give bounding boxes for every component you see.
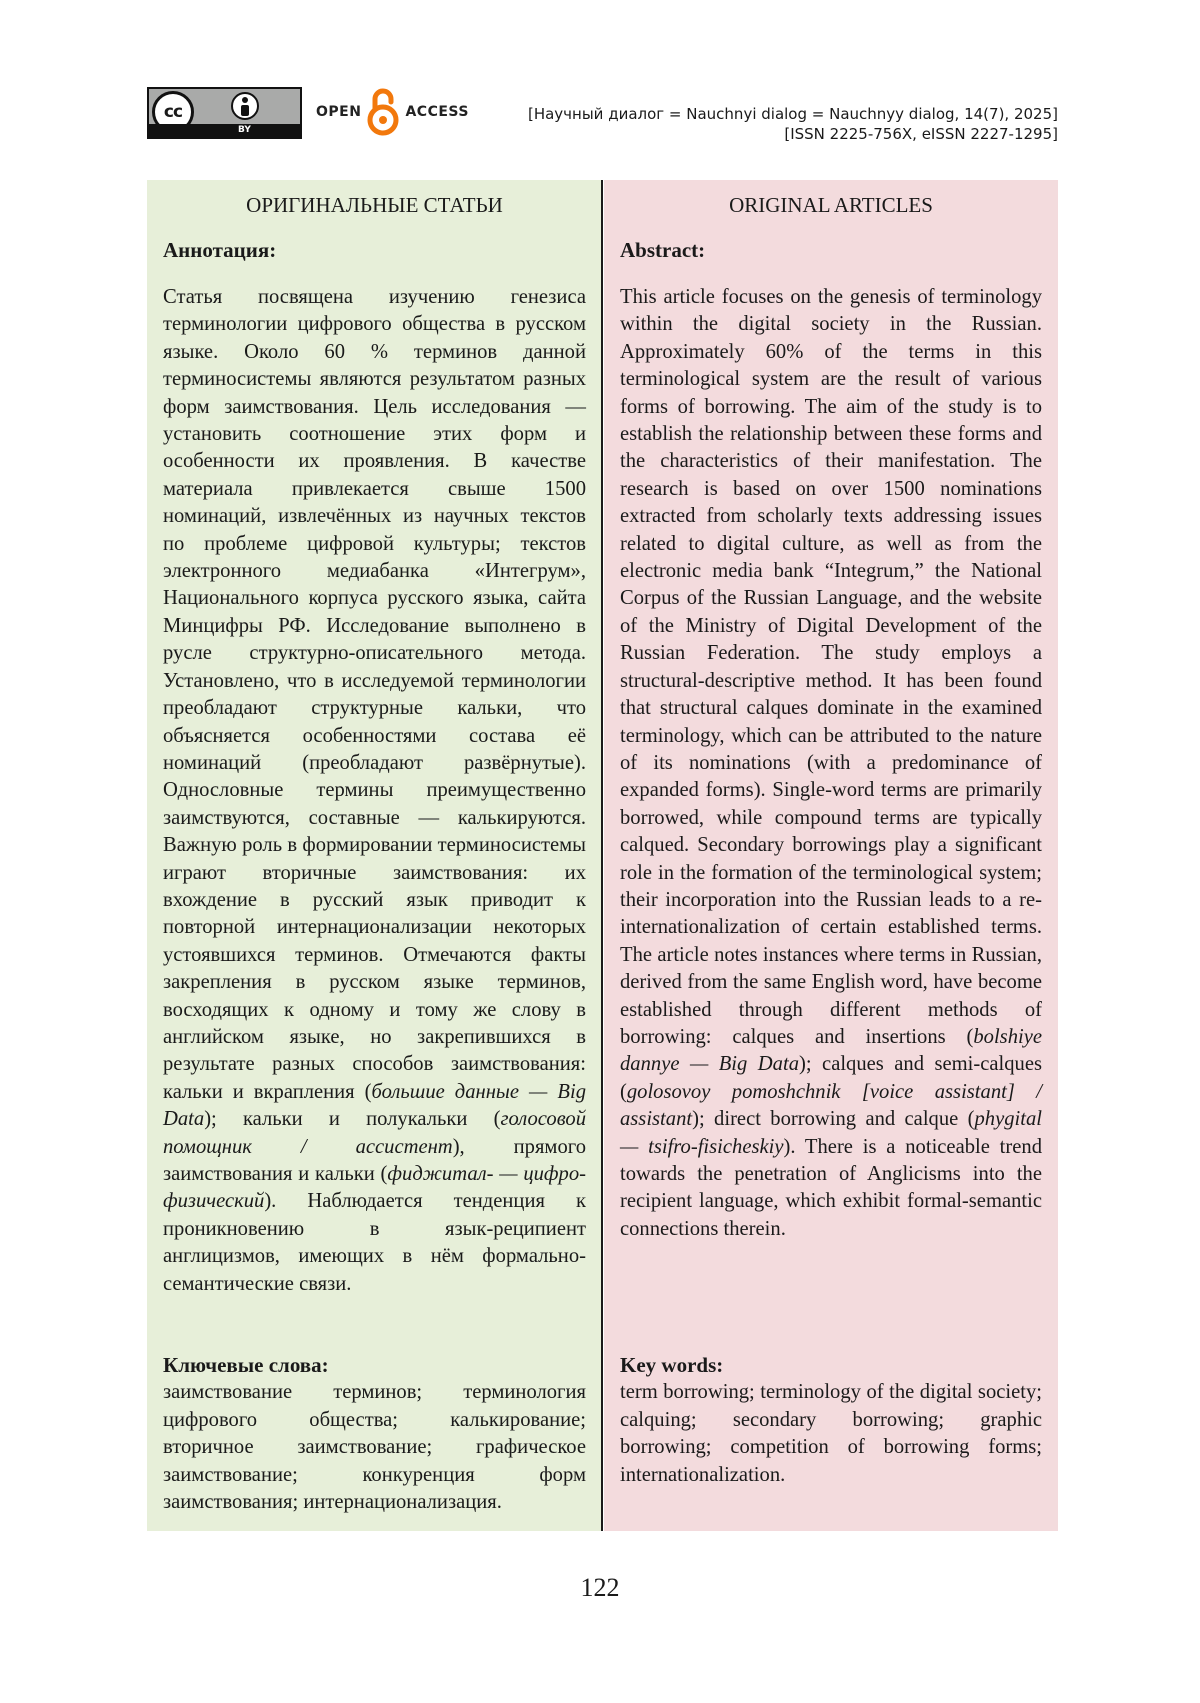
by-label: BY xyxy=(238,125,251,135)
russian-keywords-label: Ключевые слова: xyxy=(163,1353,329,1377)
russian-abstract-part1: Статья посвящена изучению генезиса терминологии цифрового общества в русском языке. Около 60 % терминов данной терминосистемы являются результатом разных форм заимствования. Цель исследования — установить соотношение этих форм и особенности их проявления. В качестве материала привлекается свыше 1500 номинаций, извлечённых из научных текстов по проблеме цифровой культуры; текстов электронного медиабанка «Интегрум», Национального корпуса русского языка, сайта Минцифры РФ. Исследование выполнено в русле структурно-описательного метода. Установлено, что в исследуемой терминологии преобладают структурные кальки, что объясняется особенностями состава её номинаций (преобладают развёрнутые). Однословные термины преимущественно заимствуются, составные — калькируются. Важную роль в формировании терминосистемы играют вторичные заимствования: их вхождение в русский язык приводит к повторной интернационализации некоторых устоявшихся терминов. Отмечаются факты закрепления в русском языке терминов, восходящих к одному и тому же слову в английском языке, но закрепившихся в результате разных способов заимствования: кальки и вкрапления ( xyxy=(163,286,586,1103)
russian-abstract-example2: голосовой помощник / ассистент xyxy=(163,1108,586,1158)
journal-reference xyxy=(528,104,1058,144)
journal-issn-line: [ISSN 2225-756X, eISSN 2227-1295] xyxy=(784,125,1058,143)
russian-keywords-text: заимствование терминов; терминология цифрового общества; калькирование; вторичное заимствование; графическое заимствование; конкуренция форм заимствования; интернационализация. xyxy=(163,1381,586,1514)
english-abstract-text xyxy=(620,284,1042,1243)
english-abstract-part3: ); direct borrowing and calque ( xyxy=(692,1108,975,1131)
cc-badge-strip xyxy=(149,124,300,137)
russian-keywords-block xyxy=(163,1352,586,1516)
russian-abstract-column xyxy=(147,180,602,1531)
attribution-person-icon xyxy=(231,92,259,120)
english-abstract-example3: phygital — tsifro-fisicheskiy xyxy=(620,1108,1042,1158)
english-keywords-block xyxy=(620,1352,1042,1489)
russian-abstract-example1: большие данные — Big Data xyxy=(163,1080,586,1131)
english-abstract-example2: golosovoy pomoshchnik [voice assistant] / assistant xyxy=(620,1080,1042,1131)
russian-abstract-example3: фиджитал- — цифро-физический xyxy=(163,1163,586,1213)
english-keywords-text: term borrowing; terminology of the digital society; calquing; secondary borrowing; graphic borrowing; competition of borrowing forms; internationalization. xyxy=(620,1381,1042,1486)
english-abstract-part1: This article focuses on the genesis of terminology within the digital society in the Russian. Approximately 60% of the terms in this terminological system are the result of various forms of borrowing. The aim of the study is to establish the relationship between these forms and the characteristics of their manifestation. The research is based on over 1500 nominations extracted from scholarly texts addressing issues related to digital culture, as well as from the electronic media bank “Integrum,” the National Corpus of the Russian Language, and the website of the Ministry of Digital Development of the Russian Federation. The study employs a structural-descriptive method. It has been found that structural calques dominate in the examined terminology, which can be attributed to the nature of its nominations (with a predominance of expanded forms). Single-word terms are primarily borrowed, while compound terms are typically calqued. Secondary borrowings play a significant role in the formation of the terminological system; their incorporation into the Russian leads to a re-internationalization of certain established terms. The article notes instances where terms in Russian, derived from the same English word, have become established through different methods of borrowing: calques and insertions ( xyxy=(620,286,1042,1048)
english-abstract-label: Abstract: xyxy=(620,238,706,262)
russian-abstract-part2: ); кальки и полукальки ( xyxy=(204,1108,501,1131)
cc-icon-text: cc xyxy=(163,102,183,122)
column-divider xyxy=(601,180,603,1531)
cc-by-license-badge xyxy=(147,87,302,139)
english-abstract-example1: bolshiye dannye — Big Data xyxy=(620,1025,1042,1076)
english-abstract-column xyxy=(604,180,1058,1531)
open-access-open-word: OPEN xyxy=(316,104,362,120)
english-column-heading: ORIGINAL ARTICLES xyxy=(729,193,933,217)
russian-abstract-part4: ). Наблюдается тенденция к проникновению в язык-реципиент англицизмов, имеющих в нём формально-семантические связи. xyxy=(163,1190,586,1295)
english-abstract-part4: ). There is a noticeable trend towards the penetration of Anglicisms into the recipient language, which exhibit formal-semantic connections therein. xyxy=(620,1135,1042,1240)
russian-column-heading: ОРИГИНАЛЬНЫЕ СТАТЬИ xyxy=(246,193,503,217)
page-number: 122 xyxy=(580,1573,620,1602)
russian-abstract-text xyxy=(163,284,586,1298)
open-access-access-word: ACCESS xyxy=(405,104,469,120)
open-access-logo xyxy=(316,86,469,138)
english-abstract-part2: ); calques and semi-calques ( xyxy=(620,1053,1042,1103)
journal-citation-line: [Научный диалог = Nauchnyi dialog = Nauchnyy dialog, 14(7), 2025] xyxy=(527,105,1058,123)
open-access-lock-icon xyxy=(363,87,403,137)
russian-abstract-part3: ), прямого заимствования и кальки ( xyxy=(163,1135,586,1185)
russian-abstract-label: Аннотация: xyxy=(163,238,277,262)
english-keywords-label: Key words: xyxy=(620,1353,724,1377)
